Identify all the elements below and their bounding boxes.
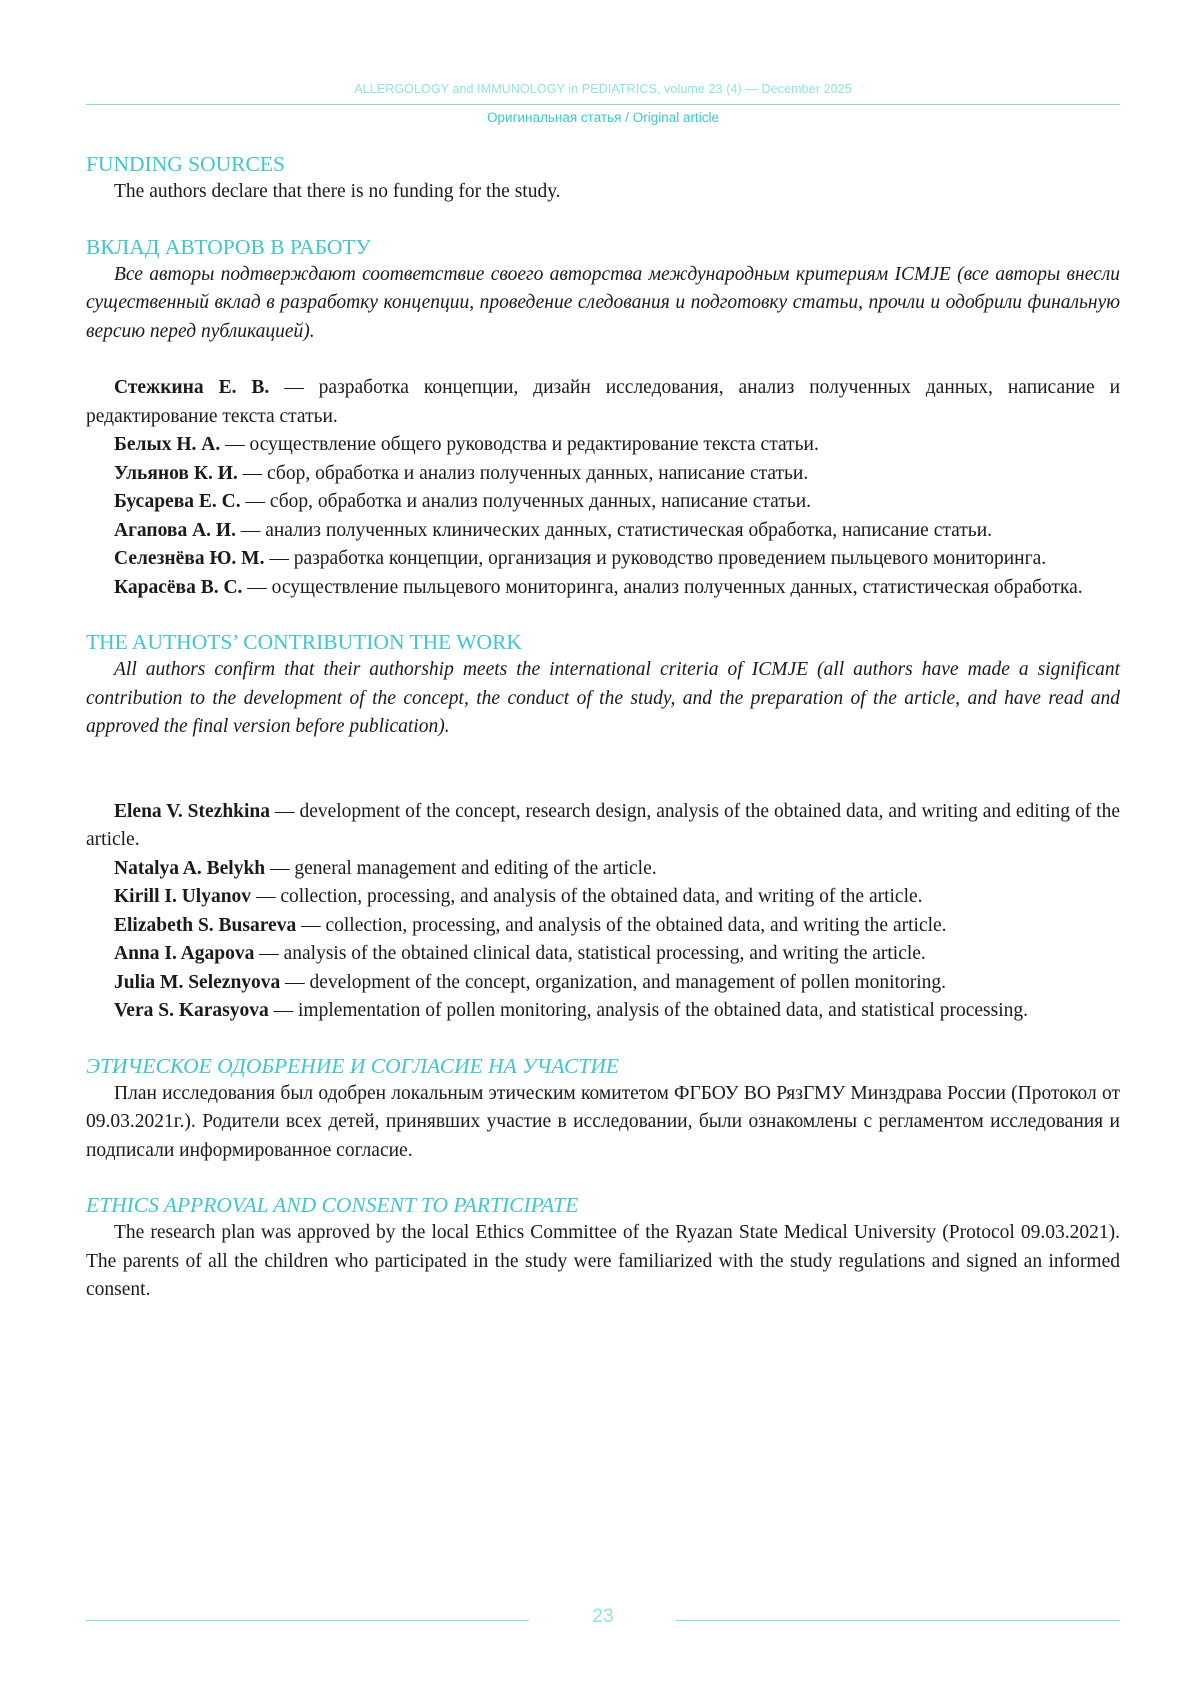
- contrib-en-item: [86, 940, 1120, 969]
- contrib-en-item: [86, 883, 1120, 912]
- contrib-ru-intro: Все авторы подтверждают соответствие своего авторства международным критериям ICMJE (все авторы внесли существенный вклад в разработку концепции, проведение следования и подготовку статьи, прочли и одобрили финальную версию перед публикацией).: [86, 263, 1120, 342]
- author-role: — analysis of the obtained clinical data, statistical processing, and writing the article.: [254, 943, 926, 964]
- contrib-ru-item: [86, 431, 1120, 460]
- author-role: — implementation of pollen monitoring, analysis of the obtained data, and statistical processing.: [268, 1000, 1028, 1021]
- contrib-en-list: [86, 798, 1120, 1026]
- contrib-ru-item: [86, 460, 1120, 489]
- author-name: Natalya A. Belykh: [114, 857, 266, 879]
- author-role: — collection, processing, and analysis of the obtained data, and writing of the article.: [251, 886, 923, 907]
- author-role: — general management and editing of the article.: [265, 857, 657, 879]
- article-body: [86, 150, 1120, 1305]
- author-name: Бусарева Е. С.: [114, 491, 241, 512]
- author-name: Ульянов К. И.: [114, 462, 238, 484]
- ethics-ru-title: ЭТИЧЕСКОЕ ОДОБРЕНИЕ И СОГЛАСИЕ НА УЧАСТИЕ: [86, 1053, 619, 1078]
- contrib-ru-item: [86, 517, 1120, 546]
- author-name: Стежкина Е. В.: [114, 377, 270, 398]
- funding-title: FUNDING SOURCES: [86, 152, 285, 176]
- author-name: Elizabeth S. Busareva: [114, 914, 297, 936]
- journal-header: ALLERGOLOGY and IMMUNOLOGY in PEDIATRICS, volume 23 (4) — December 2025: [354, 82, 852, 96]
- author-role: — development of the concept, organization, and management of pollen monitoring.: [280, 971, 947, 993]
- author-role: — development of the concept, research design, analysis of the obtained data, and writing and editing of the article.: [86, 800, 1120, 850]
- contrib-en-item: [86, 855, 1120, 884]
- contrib-en-item: [86, 912, 1120, 941]
- contrib-en-title: THE AUTHOTS’ CONTRIBUTION THE WORK: [86, 630, 522, 654]
- ethics-ru-text: План исследования был одобрен локальным этическим комитетом ФГБОУ ВО РязГМУ Минздрава России (Протокол от 09.03.2021г.). Родители всех детей, принявших участие в исследовании, были ознакомлены с регламентом исследования и подписали информированное согласие.: [86, 1082, 1120, 1161]
- funding-text: The authors declare that there is no funding for the study.: [114, 181, 561, 202]
- author-role: — разработка концепции, организация и руководство проведением пыльцевого мониторинга.: [264, 548, 1047, 569]
- author-name: Селезнёва Ю. М.: [114, 548, 265, 569]
- author-role: — осуществление общего руководства и редактирование текста статьи.: [220, 434, 819, 455]
- footer-divider-left: [86, 1620, 529, 1621]
- contrib-en-item: [86, 969, 1120, 998]
- author-name: Агапова А. И.: [114, 519, 236, 541]
- ethics-en-title: ETHICS APPROVAL AND CONSENT TO PARTICIPATE: [86, 1193, 579, 1217]
- author-role: — сбор, обработка и анализ полученных данных, написание статьи.: [240, 491, 812, 512]
- author-name: Anna I. Agapova: [114, 943, 255, 964]
- author-name: Julia M. Seleznyova: [114, 971, 281, 993]
- header-divider: [86, 104, 1120, 105]
- author-name: Kirill I. Ulyanov: [114, 886, 252, 907]
- author-role: — разработка концепции, дизайн исследования, анализ полученных данных, написание и редактирование текста статьи.: [86, 377, 1121, 427]
- contrib-ru-item: [86, 574, 1120, 603]
- contrib-ru-item: [86, 374, 1120, 431]
- ethics-en-text: The research plan was approved by the local Ethics Committee of the Ryazan State Medical University (Protocol 09.03.2021). The parents of all the children who participated in the study were familiarized with the study regulations and signed an informed consent.: [86, 1222, 1120, 1300]
- article-type: Оригинальная статья / Original article: [487, 110, 719, 125]
- page-number: 23: [592, 1606, 614, 1627]
- contrib-ru-list: [86, 374, 1120, 602]
- author-name: Elena V. Stezhkina: [114, 800, 271, 822]
- contrib-en-item: [86, 798, 1120, 855]
- author-role: — сбор, обработка и анализ полученных данных, написание статьи.: [237, 462, 809, 484]
- author-name: Vera S. Karasyova: [114, 1000, 269, 1021]
- footer-divider-right: [676, 1620, 1120, 1621]
- author-name: Карасёва В. С.: [114, 576, 243, 598]
- contrib-ru-title: ВКЛАД АВТОРОВ В РАБОТУ: [86, 234, 371, 259]
- author-role: — анализ полученных клинических данных, статистическая обработка, написание статьи.: [235, 519, 993, 541]
- author-role: — collection, processing, and analysis of the obtained data, and writing the article.: [296, 914, 947, 936]
- contrib-en-intro: All authors confirm that their authorship meets the international criteria of ICMJE (all authors have made a significant contribution to the development of the concept, the conduct of the study, and the preparation of the article, and have read and approved the final version before publication).: [86, 659, 1120, 737]
- author-role: — осуществление пыльцевого мониторинга, анализ полученных данных, статистическая обработка.: [242, 576, 1083, 598]
- author-name: Белых Н. А.: [114, 434, 221, 455]
- contrib-ru-item: [86, 545, 1120, 574]
- contrib-ru-item: [86, 488, 1120, 517]
- contrib-en-item: [86, 997, 1120, 1026]
